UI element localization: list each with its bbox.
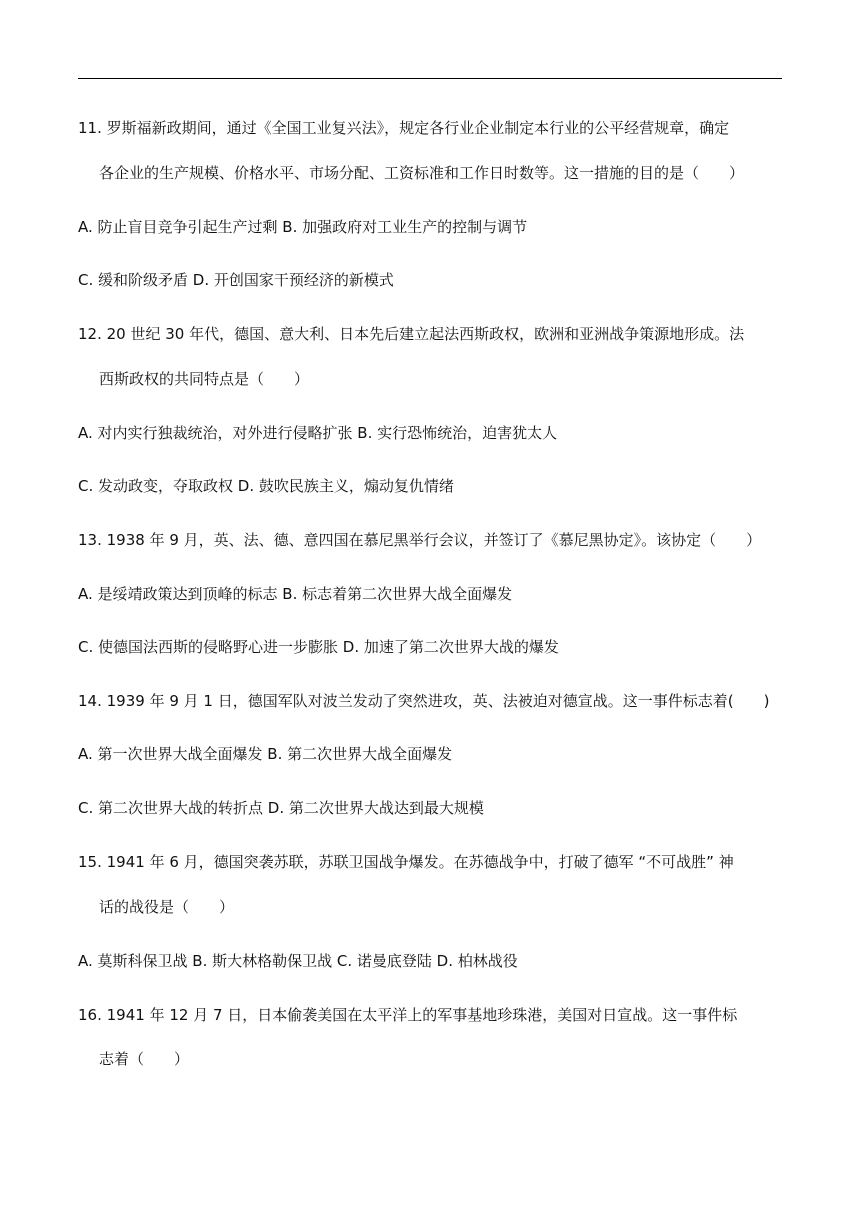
question-15-stem-line-2: 话的战役是（ ） xyxy=(99,898,235,916)
question-12-stem-line-2: 西斯政权的共同特点是（ ） xyxy=(99,370,310,388)
header-rule xyxy=(78,78,782,79)
question-14-options-ab: A. 第一次世界大战全面爆发 B. 第二次世界大战全面爆发 xyxy=(78,745,453,763)
question-11-options-ab: A. 防止盲目竞争引起生产过剩 B. 加强政府对工业生产的控制与调节 xyxy=(78,218,528,236)
question-14-stem-line-1: 14. 1939 年 9 月 1 日，德国军队对波兰发动了突然进攻，英、法被迫对德宣战。这一事件标志着( ) xyxy=(78,692,770,710)
question-15-options: A. 莫斯科保卫战 B. 斯大林格勒保卫战 C. 诺曼底登陆 D. 柏林战役 xyxy=(78,952,518,970)
question-11-stem-line-1: 11. 罗斯福新政期间，通过《全国工业复兴法》，规定各行业企业制定本行业的公平经营规章，确定 xyxy=(78,119,730,137)
question-14-options-cd: C. 第二次世界大战的转折点 D. 第二次世界大战达到最大规模 xyxy=(78,799,484,817)
question-16-stem-line-2: 志着（ ） xyxy=(99,1050,190,1068)
question-16-stem-line-1: 16. 1941 年 12 月 7 日，日本偷袭美国在太平洋上的军事基地珍珠港，美国对日宣战。这一事件标 xyxy=(78,1006,738,1024)
question-11-stem-line-2: 各企业的生产规模、价格水平、市场分配、工资标准和工作日时数等。这一措施的目的是（ ） xyxy=(99,164,745,182)
question-12-stem-line-1: 12. 20 世纪 30 年代，德国、意大利、日本先后建立起法西斯政权，欧洲和亚洲战争策源地形成。法 xyxy=(78,325,745,343)
question-11-options-cd: C. 缓和阶级矛盾 D. 开创国家干预经济的新模式 xyxy=(78,271,394,289)
question-12-options-ab: A. 对内实行独裁统治，对外进行侵略扩张 B. 实行恐怖统治，迫害犹太人 xyxy=(78,424,558,442)
question-13-options-cd: C. 使德国法西斯的侵略野心进一步膨胀 D. 加速了第二次世界大战的爆发 xyxy=(78,638,559,656)
question-13-options-ab: A. 是绥靖政策达到顶峰的标志 B. 标志着第二次世界大战全面爆发 xyxy=(78,585,513,603)
question-13-stem-line-1: 13. 1938 年 9 月，英、法、德、意四国在慕尼黑举行会议，并签订了《慕尼黑协定》。该协定（ ） xyxy=(78,531,762,549)
question-12-options-cd: C. 发动政变，夺取政权 D. 鼓吹民族主义，煽动复仇情绪 xyxy=(78,477,454,495)
question-15-stem-line-1: 15. 1941 年 6 月，德国突袭苏联，苏联卫国战争爆发。在苏德战争中，打破了德军 “不可战胜” 神 xyxy=(78,853,734,871)
